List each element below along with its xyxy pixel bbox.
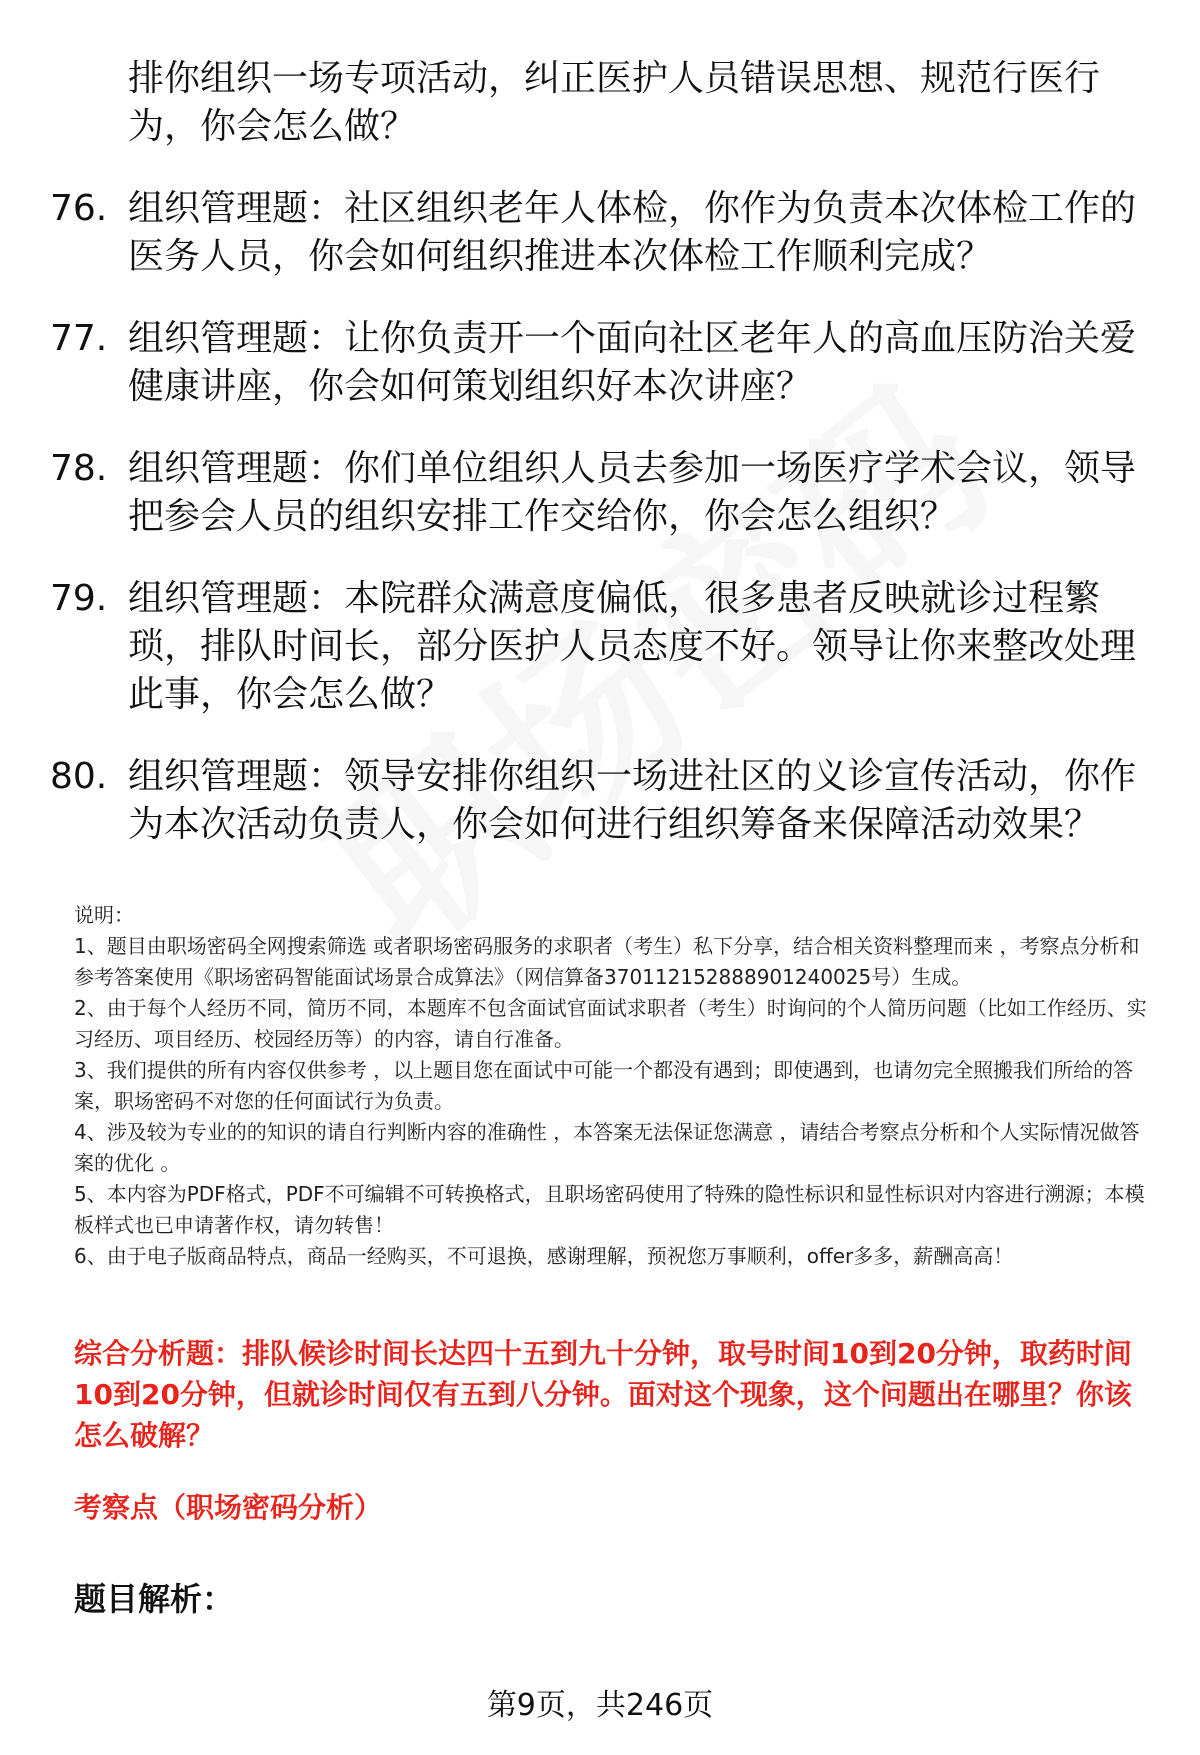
question-number: 77. bbox=[50, 318, 108, 359]
question-item bbox=[50, 315, 1150, 411]
note-item: 6、由于电子版商品特点，商品一经购买，不可退换，感谢理解，预祝您万事顺利，offer多多，薪酬高高！ bbox=[74, 1244, 1014, 1268]
notes-title: 说明： bbox=[74, 903, 134, 927]
question-number: 76. bbox=[50, 188, 108, 229]
question-number: 80. bbox=[50, 756, 108, 797]
notes-section bbox=[74, 900, 1159, 1272]
exam-point-heading: 考察点（职场密码分析） bbox=[74, 1491, 383, 1524]
question-item bbox=[50, 575, 1150, 719]
question-text: 组织管理题：你们单位组织人员去参加一场医疗学术会议，领导把参会人员的组织安排工作交给你，你会怎么组织？ bbox=[128, 448, 1137, 537]
question-text: 组织管理题：领导安排你组织一场进社区的义诊宣传活动，你作为本次活动负责人，你会如何进行组织筹备来保障活动效果？ bbox=[128, 756, 1137, 845]
note-item: 3、我们提供的所有内容仅供参考 ，以上题目您在面试中可能一个都没有遇到；即使遇到，也请勿完全照搬我们所给的答案，职场密码不对您的任何面试行为负责。 bbox=[74, 1058, 1134, 1113]
note-item: 1、题目由职场密码全网搜索筛选 或者职场密码服务的求职者（考生）私下分享，结合相关资料整理而来 ，考察点分析和参考答案使用《职场密码智能面试场景合成算法》（网信算备370112152888901240025号）生成。 bbox=[74, 934, 1140, 989]
question-number: 79. bbox=[50, 578, 108, 619]
question-list bbox=[50, 55, 1150, 883]
question-number: 78. bbox=[50, 448, 108, 489]
note-item: 2、由于每个人经历不同，简历不同，本题库不包含面试官面试求职者（考生）时询问的个人简历问题（比如工作经历、实习经历、项目经历、校园经历等）的内容，请自行准备。 bbox=[74, 996, 1147, 1051]
note-item: 5、本内容为PDF格式，PDF不可编辑不可转换格式，且职场密码使用了特殊的隐性标识和显性标识对内容进行溯源；本模板样式也已申请著作权，请勿转售！ bbox=[74, 1182, 1145, 1237]
comprehensive-question: 综合分析题：排队候诊时间长达四十五到九十分钟，取号时间10到20分钟，取药时间10到20分钟，但就诊时间仅有五到八分钟。面对这个现象，这个问题出在哪里？你该怎么破解？ bbox=[74, 1337, 1132, 1452]
note-item: 4、涉及较为专业的的知识的请自行判断内容的准确性 ，本答案无法保证您满意 ，请结合考察点分析和个人实际情况做答案的优化 。 bbox=[74, 1120, 1140, 1175]
question-text: 组织管理题：让你负责开一个面向社区老年人的高血压防治关爱健康讲座，你会如何策划组织好本次讲座？ bbox=[128, 318, 1137, 407]
question-item bbox=[50, 753, 1150, 849]
analysis-heading: 题目解析： bbox=[74, 1580, 235, 1618]
question-continuation: 排你组织一场专项活动，纠正医护人员错误思想、规范行医行为，你会怎么做？ bbox=[128, 58, 1101, 147]
question-text: 组织管理题：社区组织老年人体检，你作为负责本次体检工作的医务人员，你会如何组织推进本次体检工作顺利完成？ bbox=[128, 188, 1137, 277]
question-text: 组织管理题：本院群众满意度偏低，很多患者反映就诊过程繁琐，排队时间长，部分医护人员态度不好。领导让你来整改处理此事，你会怎么做？ bbox=[128, 578, 1137, 715]
question-item bbox=[50, 445, 1150, 541]
question-item bbox=[50, 185, 1150, 281]
page-number: 第9页，共246页 bbox=[486, 1688, 714, 1723]
